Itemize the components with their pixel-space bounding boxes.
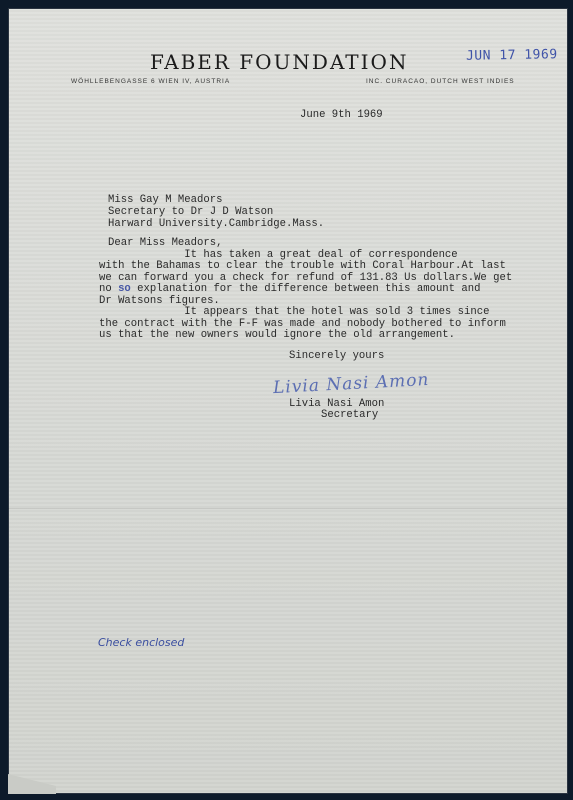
letterhead-address-right: INC. CURACAO, DUTCH WEST INDIES <box>366 78 515 85</box>
body-line: Dr Watsons figures. <box>99 295 220 307</box>
page-fold <box>8 508 568 509</box>
page-corner <box>8 774 56 794</box>
body-line: we can forward you a check for refund of 131.83 Us dollars.We get <box>99 272 513 284</box>
body-line: the contract with the F-F was made and nobody bothered to inform <box>99 318 506 330</box>
recipient-line: Miss Gay M Meadors <box>108 194 223 206</box>
letter-page <box>8 8 568 794</box>
body-line: us that the new owners would ignore the old arrangement. <box>99 329 456 341</box>
body-text: no <box>99 283 119 295</box>
body-line: It appears that the hotel was sold 3 times since <box>108 306 490 318</box>
body-line: It has taken a great deal of correspondence <box>108 249 458 261</box>
salutation: Dear Miss Meadors, <box>108 237 223 249</box>
recipient-line: Secretary to Dr J D Watson <box>108 206 274 218</box>
recipient-line: Harward University.Cambridge.Mass. <box>108 218 325 230</box>
typed-title: Secretary <box>321 409 379 421</box>
body-text: explanation for the difference between this amount and <box>130 283 481 295</box>
received-stamp: JUN 17 1969 <box>465 47 558 64</box>
letterhead-title: FABER FOUNDATION <box>150 50 409 74</box>
letter-date: June 9th 1969 <box>300 109 383 121</box>
struck-word: so <box>118 283 131 295</box>
body-line <box>99 284 480 296</box>
handwritten-signature: Livia Nasi Amon <box>272 369 430 399</box>
letterhead-address-left: WÖHLLEBENGASSE 6 WIEN IV, AUSTRIA <box>71 78 231 85</box>
closing: Sincerely yours <box>289 350 385 362</box>
body-line: with the Bahamas to clear the trouble with Coral Harbour.At last <box>99 260 506 272</box>
typed-name: Livia Nasi Amon <box>289 398 385 410</box>
handwritten-note: Check enclosed <box>98 636 185 649</box>
